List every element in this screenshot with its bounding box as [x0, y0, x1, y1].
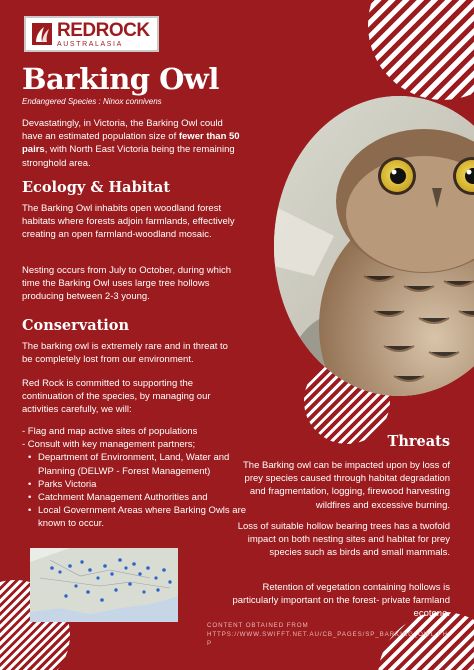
- list-bullet: • Parks Victoria: [22, 478, 252, 491]
- map-illustration: [30, 548, 178, 622]
- conservation-paragraph-2: Red Rock is committed to supporting the continuation of the species, by managing our activities carefully, we will:: [22, 378, 211, 416]
- source-line-1: CONTENT OBTAINED FROM: [207, 622, 309, 629]
- threats-paragraph-2: Loss of suitable hollow bearing trees has a twofold impact on both nesting sites and habitat for prey species such as birds and small mammals.: [237, 521, 450, 559]
- list-bullet: • Catchment Management Authorities and: [22, 491, 252, 504]
- stripe-decoration-top-right: [368, 0, 474, 100]
- intro-bold: fewer than 50 pairs: [22, 131, 240, 156]
- page-title: Barking Owl: [22, 62, 219, 96]
- source-line-2: HTTPS://WWW.SWIFFT.NET.AU/CB_PAGES/SP_BARKING_OWL.PH: [207, 631, 448, 638]
- ecology-paragraph-2: Nesting occurs from July to October, during which time the Barking Owl uses large tree hollows producing between 2-3 young.: [22, 265, 232, 303]
- conservation-list: [22, 425, 252, 531]
- threats-heading: Threats: [387, 433, 450, 450]
- owl-illustration: [274, 96, 474, 396]
- intro-paragraph: [22, 117, 240, 170]
- threats-paragraph-3: Retention of vegetation containing hollows is particularly important on the forest- private farmland ecotone.: [232, 582, 450, 620]
- intro-text-1: Devastatingly, in Victoria, the Barking Owl could have an estimated population size of: [22, 118, 223, 143]
- page-subtitle: Endangered Species : Ninox connivens: [22, 97, 162, 106]
- logo-mark-icon: [32, 23, 52, 45]
- source-citation: [207, 621, 459, 648]
- logo-sub-text: AUSTRALASIA: [57, 40, 123, 48]
- list-item: - Consult with key management partners;: [22, 439, 196, 451]
- conservation-heading: Conservation: [22, 317, 130, 334]
- list-bullet: • Local Government Areas where Barking Owls are known to occur.: [22, 504, 252, 530]
- intro-text-2: , with North East Victoria being the remaining stronghold area.: [22, 144, 235, 169]
- threats-paragraph-1: The Barking owl can be impacted upon by loss of prey species caused through habitat degradation and fragmentation, logging, firewood harvesting wildfires and excessive burning.: [242, 460, 450, 511]
- list-bullet: • Department of Environment, Land, Water and Planning (DELWP - Forest Management): [22, 451, 252, 477]
- list-item: - Flag and map active sites of populations: [22, 426, 198, 437]
- logo-brand-text: REDROCK: [57, 19, 150, 41]
- source-line-3: P: [207, 640, 213, 647]
- owl-photo: [274, 96, 474, 396]
- ecology-paragraph-1: The Barking Owl inhabits open woodland forest habitats where forests adjoin farmlands, effectively creating an open farmland-woodland mosaic.: [22, 203, 235, 241]
- ecology-heading: Ecology & Habitat: [22, 179, 171, 196]
- distribution-map: [30, 548, 178, 622]
- redrock-logo: [24, 16, 159, 52]
- conservation-paragraph-1: The barking owl is extremely rare and in threat to be completely lost from our environment.: [22, 341, 228, 366]
